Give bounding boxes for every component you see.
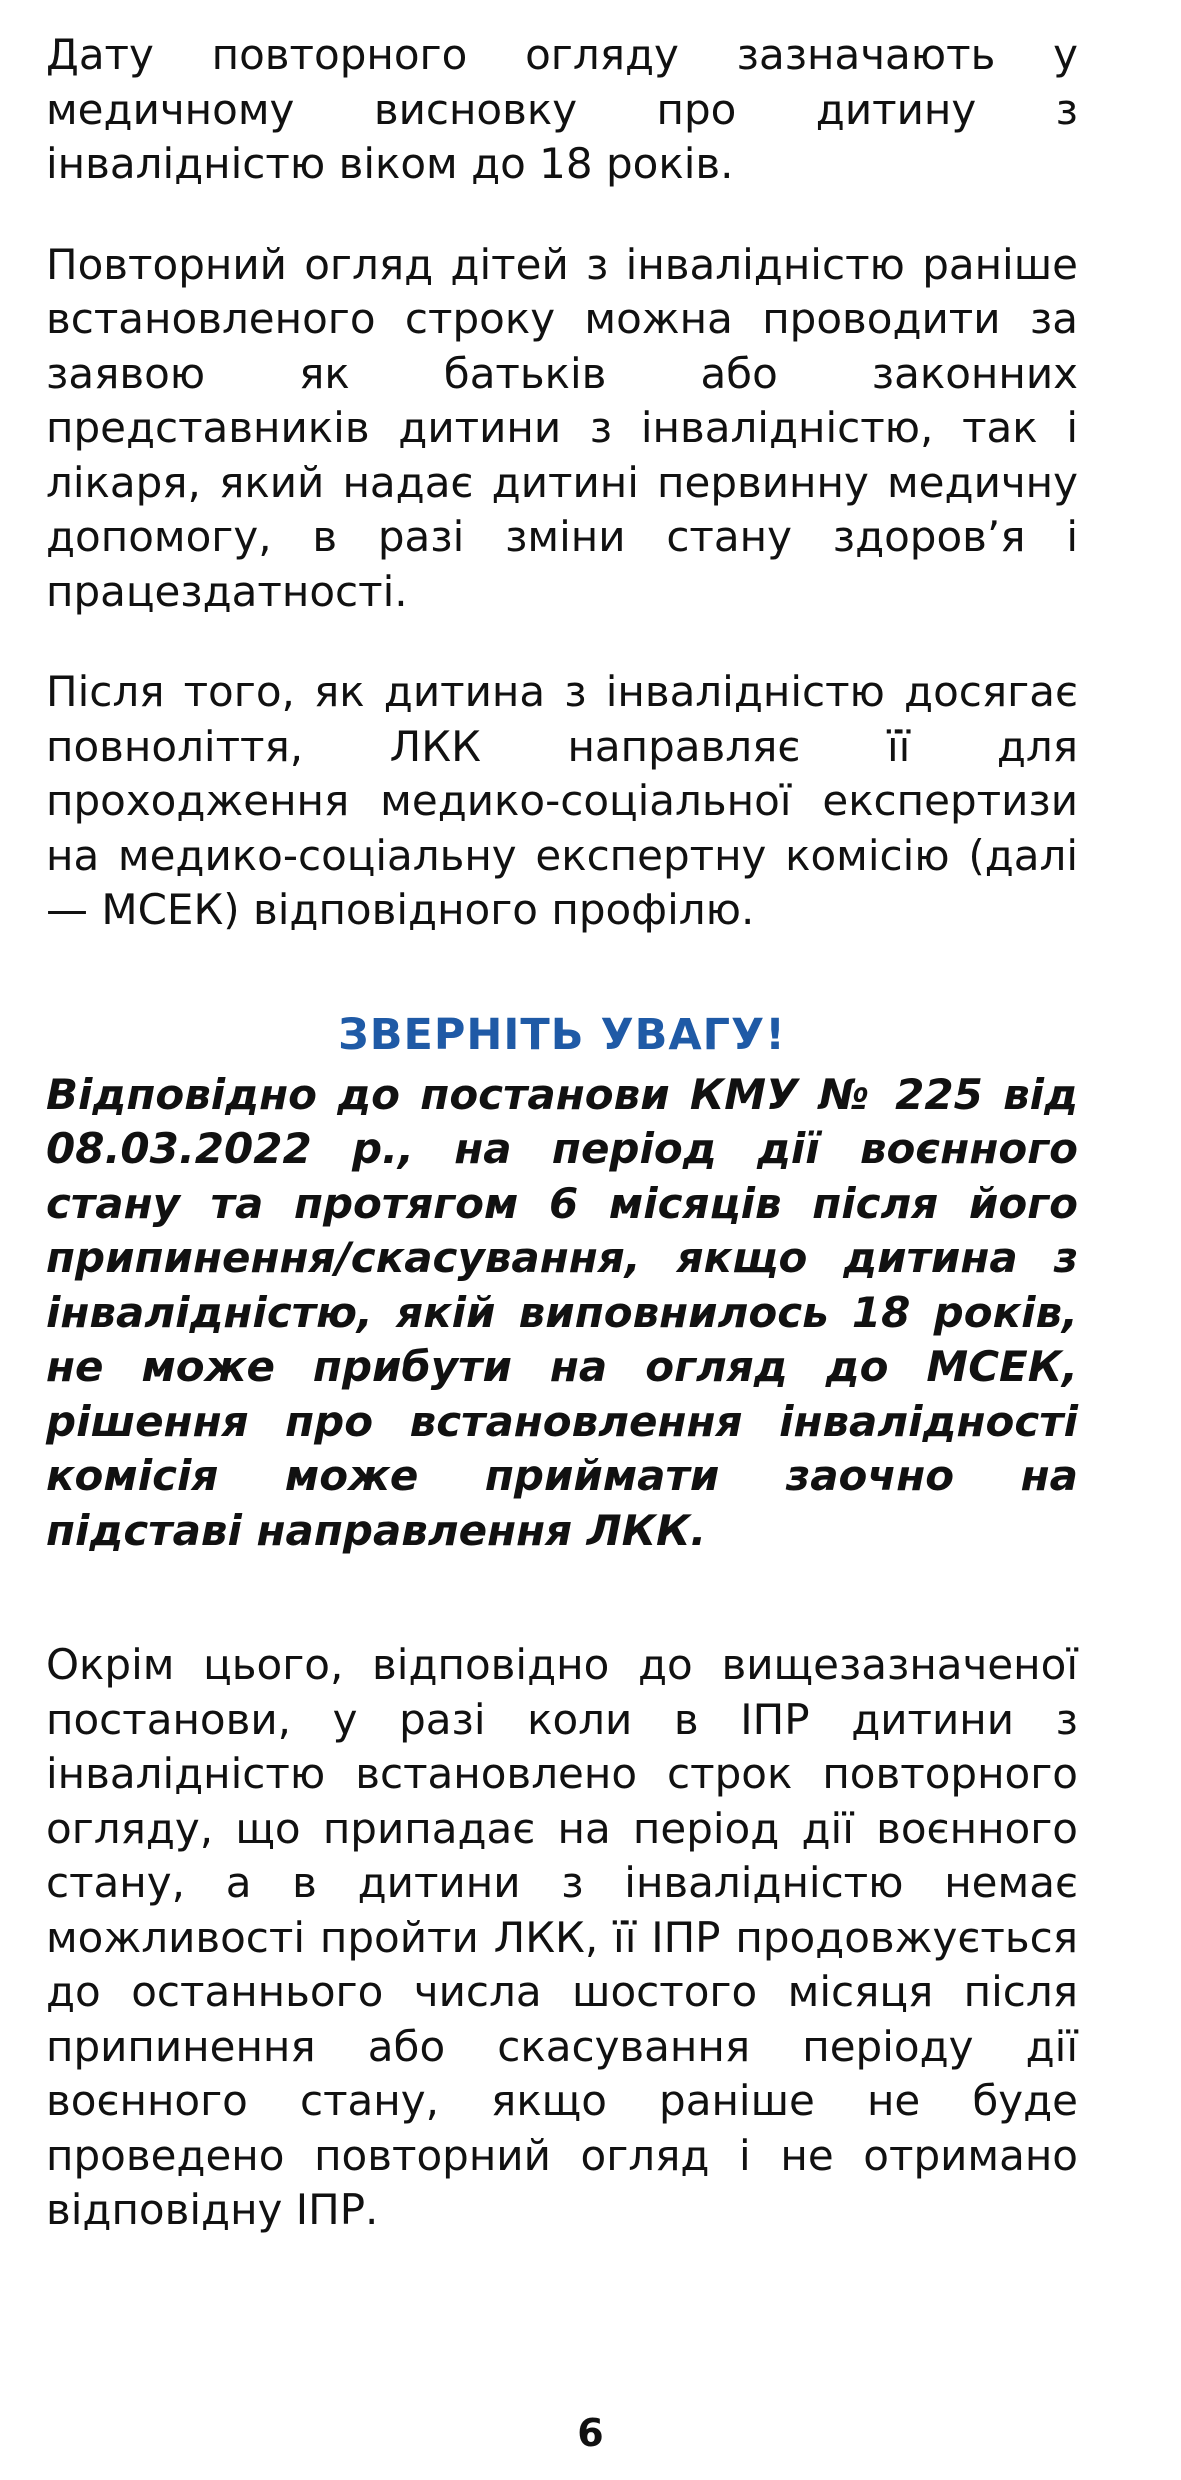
paragraph-early-review: Повторний огляд дітей з інвалідністю раніше встановленого строку можна проводити за заявою як батьків або законних представників дитини з інвалідністю, так і лікаря, який надає дитині первинну медичну допомогу, в разі зміни стану здоров’я і працездатності. [46,239,1078,616]
page-number: 6 [577,2411,604,2455]
attention-heading: ЗВЕРНІТЬ УВАГУ! [338,1009,786,1060]
attention-text: Відповідно до постанови КМУ № 225 від 08.03.2022 р., на період дії воєнного стану та протягом 6 місяців після його припинення/скасування, якщо дитина з інвалідністю, якій виповнилось 18 років, не може прибути на огляд до МСЕК, рішення про встановлення інвалідності комісія може приймати заочно на підставі направлення ЛКК. [46,1069,1078,1555]
attention-notice [46,1008,1078,1559]
paragraph-review-date: Дату повторного огляду зазначають у медичному висновку про дитину з інвалідністю віком до 18 років. [46,30,1078,188]
page-content [46,28,1078,2284]
paragraph-ipr-extension: Окрім цього, відповідно до вищезазначеної постанови, у разі коли в ІПР дитини з інвалідністю встановлено строк повторного огляду, що припадає на період дії воєнного стану, а в дитини з інвалідністю немає можливості пройти ЛКК, її ІПР продовжується до останнього числа шостого місяця після припинення або скасування періоду дії воєнного стану, якщо раніше не буде проведено повторний огляд і не отримано відповідну ІПР. [46,1640,1078,2234]
paragraph-adulthood-referral: Після того, як дитина з інвалідністю досягає повноліття, ЛКК направляє її для проходження медико-соціальної експертизи на медико-соціальну експертну комісію (далі — МСЕК) відповідного профілю. [46,667,1078,934]
